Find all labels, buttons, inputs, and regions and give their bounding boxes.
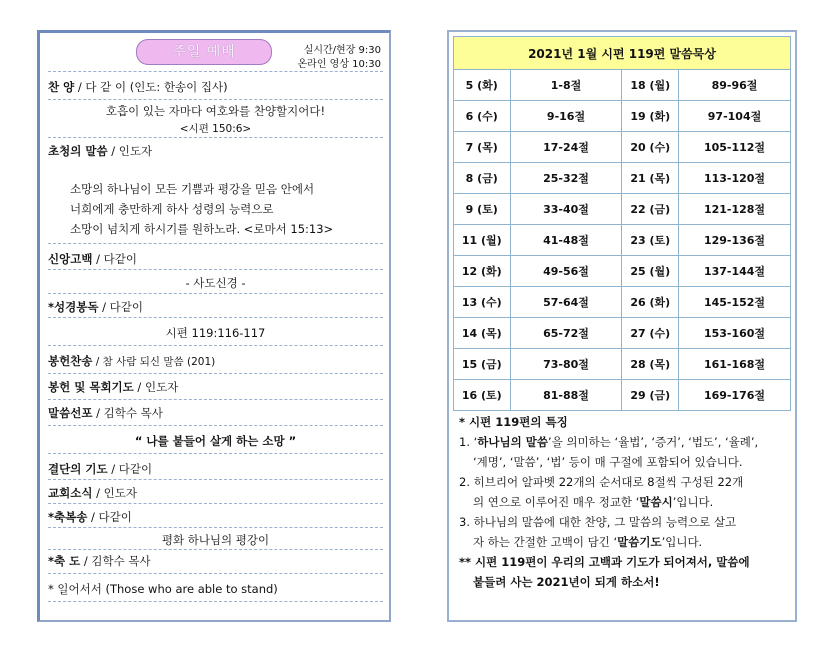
hymn-of-praise-detail: / 다 같 이 (인도: 한송이 집사) <box>74 80 228 94</box>
schedule-date: 11 (월) <box>454 225 511 256</box>
schedule-verses: 105-112절 <box>679 132 791 163</box>
schedule-verses: 121-128절 <box>679 194 791 225</box>
schedule-row <box>454 70 791 101</box>
divider <box>48 269 383 270</box>
standing-footnote: * 일어서서 (Those who are able to stand) <box>48 582 278 596</box>
schedule-date: 26 (화) <box>622 287 679 318</box>
note-2-cont <box>459 492 789 512</box>
schedule-date: 14 (목) <box>454 318 511 349</box>
invocation-detail: / 인도자 <box>107 144 153 158</box>
schedule-date: 25 (월) <box>622 256 679 287</box>
sermon-label: 말씀선포 <box>48 406 93 420</box>
decision-prayer-row <box>48 461 383 477</box>
schedule-date: 8 (금) <box>454 163 511 194</box>
schedule-row <box>454 132 791 163</box>
service-time-live: 실시간/현장 9:30 <box>303 45 381 56</box>
benediction-label: *축 도 <box>48 554 81 568</box>
schedule-verses: 65-72절 <box>510 318 622 349</box>
announcements-label: 교회소식 <box>48 486 93 500</box>
schedule-date: 9 (토) <box>454 194 511 225</box>
blessing-song-name: 평화 하나님의 평강이 <box>161 533 270 547</box>
announcements-row <box>48 485 383 501</box>
schedule-verses: 81-88절 <box>510 380 622 411</box>
schedule-date: 20 (수) <box>622 132 679 163</box>
offertory-prayer-label: 봉헌 및 목회기도 <box>48 380 134 394</box>
psalm119-notes <box>459 412 789 592</box>
creed-detail: / 다같이 <box>92 252 137 266</box>
note-text: ’입니다. <box>661 535 703 549</box>
sermon-row <box>48 405 383 421</box>
schedule-verses: 33-40절 <box>510 194 622 225</box>
schedule-verses: 129-136절 <box>679 225 791 256</box>
schedule-verses: 17-24절 <box>510 132 622 163</box>
worship-order-panel <box>37 30 391 622</box>
schedule-verses: 113-120절 <box>679 163 791 194</box>
schedule-verses: 89-96절 <box>679 70 791 101</box>
offertory-prayer-detail: / 인도자 <box>133 380 179 394</box>
reading-detail: / 다같이 <box>98 300 143 314</box>
blessing-song-label: *축복송 <box>48 510 88 524</box>
divider <box>48 293 383 294</box>
worship-title: 주일 예배 <box>136 39 272 65</box>
schedule-row <box>454 287 791 318</box>
divider <box>48 373 383 374</box>
creed-row <box>48 251 383 267</box>
divider <box>48 243 383 244</box>
note-emphasis: 하나님의 말씀 <box>477 435 548 449</box>
divider <box>48 345 383 346</box>
reading-row <box>48 299 383 315</box>
invocation-line: 소망이 넘치게 하시기를 원하노라. <로마서 15:13> <box>70 222 334 236</box>
schedule-verses: 73-80절 <box>510 349 622 380</box>
reading-label: *성경봉독 <box>48 300 99 314</box>
hymn-of-praise-row <box>48 79 383 95</box>
invocation-row <box>48 143 383 159</box>
schedule-date: 21 (목) <box>622 163 679 194</box>
divider <box>48 399 383 400</box>
divider <box>48 137 383 138</box>
meditation-schedule-panel <box>447 30 797 622</box>
schedule-verses: 153-160절 <box>679 318 791 349</box>
schedule-date: 18 (월) <box>622 70 679 101</box>
note-text: ’입니다. <box>672 495 714 509</box>
schedule-verses: 169-176절 <box>679 380 791 411</box>
notes-heading: * 시편 119편의 특징 <box>459 415 568 429</box>
schedule-date: 16 (토) <box>454 380 511 411</box>
note-emphasis: 말씀기도 <box>617 535 662 549</box>
schedule-row <box>454 101 791 132</box>
note-emphasis: 말씀시 <box>639 495 673 509</box>
schedule-date: 5 (화) <box>454 70 511 101</box>
schedule-date: 28 (목) <box>622 349 679 380</box>
offertory-hymn-label: 봉헌찬송 <box>48 354 93 368</box>
schedule-date: 27 (수) <box>622 318 679 349</box>
note-1 <box>459 432 789 452</box>
schedule-date: 23 (토) <box>622 225 679 256</box>
schedule-verses: 97-104절 <box>679 101 791 132</box>
schedule-date: 12 (화) <box>454 256 511 287</box>
invocation-line: 너희에게 충만하게 하사 성령의 능력으로 <box>70 202 274 216</box>
schedule-date: 13 (수) <box>454 287 511 318</box>
schedule-verses: 1-8절 <box>510 70 622 101</box>
schedule-row <box>454 256 791 287</box>
note-text: ’을 의미하는 ‘율법’, ‘증거’, ‘법도’, ‘율례’, <box>547 435 759 449</box>
offertory-hymn-row <box>48 353 383 369</box>
schedule-row <box>454 318 791 349</box>
sermon-detail: / 김학수 목사 <box>92 406 163 420</box>
schedule-row <box>454 225 791 256</box>
blessing-song-detail: / 다같이 <box>87 510 132 524</box>
schedule-row <box>454 194 791 225</box>
divider <box>48 601 383 602</box>
offertory-hymn-detail: / 참 사람 되신 말씀 (201) <box>92 356 216 368</box>
divider <box>48 573 383 574</box>
benediction-row <box>48 553 383 569</box>
offertory-prayer-row <box>48 379 383 395</box>
note-text: ‘계명’, ‘말씀’, ‘법’ 등이 매 구절에 포함되어 있습니다. <box>473 455 743 469</box>
decision-prayer-detail: / 다같이 <box>107 462 153 476</box>
schedule-row <box>454 349 791 380</box>
note-3-cont <box>459 532 789 552</box>
note-text: 1. ‘ <box>459 435 478 449</box>
schedule-date: 15 (금) <box>454 349 511 380</box>
divider <box>48 425 383 426</box>
schedule-table <box>453 36 791 411</box>
schedule-row <box>454 163 791 194</box>
creed-label: 신앙고백 <box>48 252 93 266</box>
sermon-title: “ 나를 붙들어 살게 하는 소망 ” <box>134 434 297 448</box>
schedule-verses: 57-64절 <box>510 287 622 318</box>
note-2: 2. 히브리어 알파벳 22개의 순서대로 8절씩 구성된 22개 <box>459 475 744 489</box>
schedule-date: 6 (수) <box>454 101 511 132</box>
divider <box>48 479 383 480</box>
schedule-verses: 25-32절 <box>510 163 622 194</box>
schedule-verses: 161-168절 <box>679 349 791 380</box>
note-3: 3. 하나님의 말씀에 대한 찬양, 그 말씀의 능력으로 살고 <box>459 515 737 529</box>
schedule-verses: 9-16절 <box>510 101 622 132</box>
creed-name: - 사도신경 - <box>185 276 246 290</box>
announcements-detail: / 인도자 <box>92 486 137 500</box>
decision-prayer-label: 결단의 기도 <box>48 462 108 476</box>
schedule-verses: 49-56절 <box>510 256 622 287</box>
praise-verse-line: 호흡이 있는 자마다 여호와를 찬양할지어다! <box>105 104 326 118</box>
benediction-detail: / 김학수 목사 <box>80 554 151 568</box>
invocation-label: 초청의 말씀 <box>48 144 108 158</box>
reading-reference: 시편 119:116-117 <box>165 326 266 340</box>
schedule-date: 7 (목) <box>454 132 511 163</box>
divider <box>48 549 383 550</box>
schedule-date: 19 (화) <box>622 101 679 132</box>
invocation-line: 소망의 하나님이 모든 기쁨과 평강을 믿음 안에서 <box>70 182 315 196</box>
praise-verse <box>48 103 383 136</box>
schedule-verses: 145-152절 <box>679 287 791 318</box>
schedule-row <box>454 380 791 411</box>
divider <box>48 99 383 100</box>
note-text: 자 하는 간절한 고백이 담긴 ‘ <box>473 535 618 549</box>
hymn-of-praise-label: 찬 양 <box>48 80 75 94</box>
schedule-verses: 41-48절 <box>510 225 622 256</box>
schedule-title: 2021년 1월 시편 119편 말씀묵상 <box>454 37 791 70</box>
divider <box>48 503 383 504</box>
divider <box>48 317 383 318</box>
schedule-date: 22 (금) <box>622 194 679 225</box>
divider <box>48 453 383 454</box>
praise-verse-ref: <시편 150:6> <box>179 123 252 135</box>
divider <box>48 527 383 528</box>
service-time-online: 온라인 영상 10:30 <box>297 59 381 70</box>
closing-prayer: 붙들려 사는 2021년이 되게 하소서! <box>473 575 660 589</box>
blessing-song-row <box>48 509 383 525</box>
schedule-date: 29 (금) <box>622 380 679 411</box>
schedule-verses: 137-144절 <box>679 256 791 287</box>
closing-prayer: ** 시편 119편이 우리의 고백과 기도가 되어져서, 말씀에 <box>459 555 750 569</box>
divider <box>48 71 383 72</box>
note-text: 의 연으로 이루어진 매우 정교한 ‘ <box>473 495 640 509</box>
invocation-text <box>70 179 383 239</box>
